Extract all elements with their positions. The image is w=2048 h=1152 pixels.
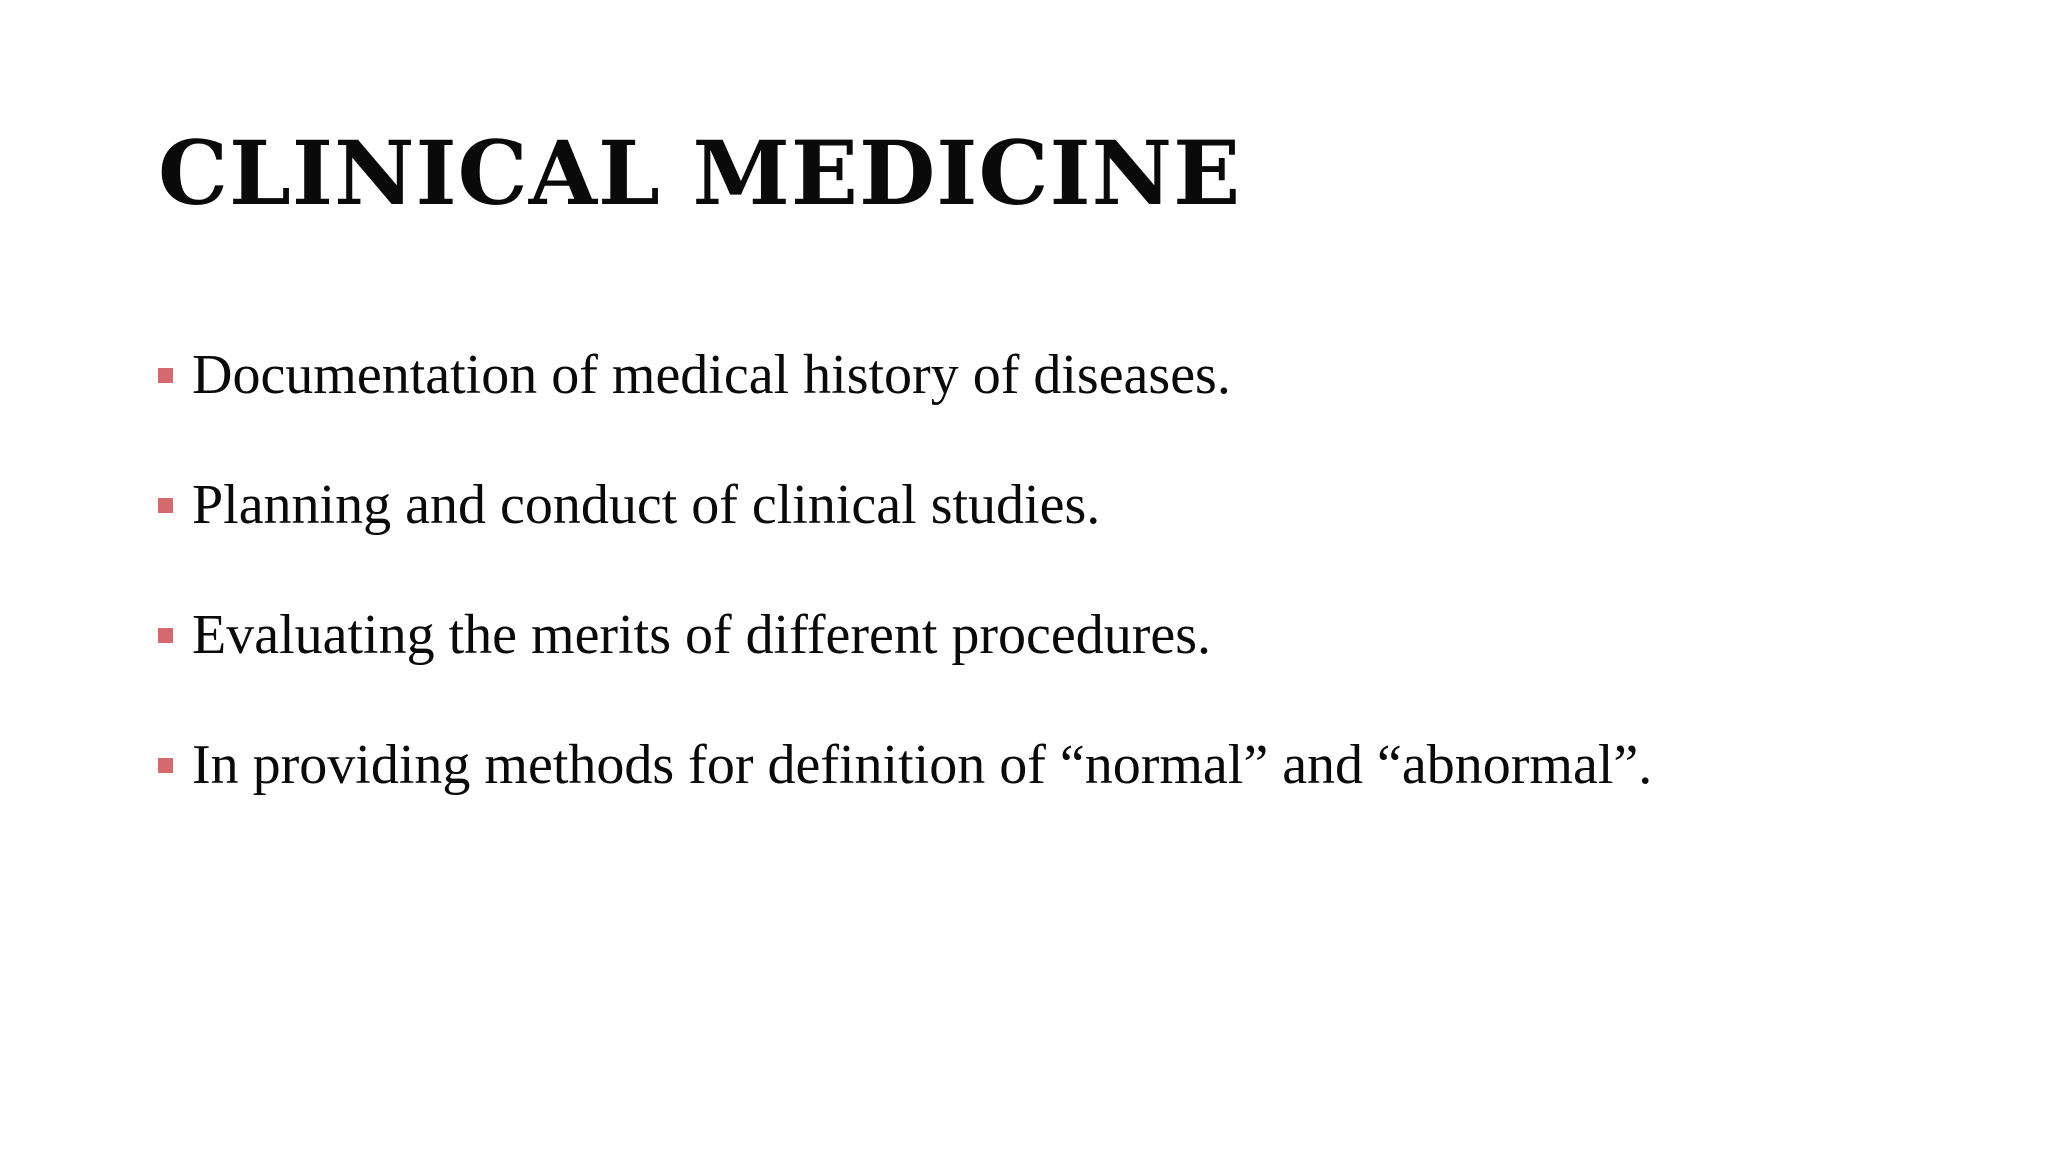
bullet-text: Documentation of medical history of diseases. xyxy=(192,344,1231,406)
bullet-item xyxy=(158,600,1652,730)
bullet-item xyxy=(158,340,1652,470)
bullet-item xyxy=(158,730,1652,860)
bullet-item xyxy=(158,470,1652,600)
square-bullet-icon xyxy=(158,498,173,513)
slide-title: CLINICAL MEDICINE xyxy=(158,121,1242,225)
bullet-text: Evaluating the merits of different procedures. xyxy=(192,604,1212,666)
bullet-text: Planning and conduct of clinical studies. xyxy=(192,474,1101,536)
bullet-list xyxy=(158,340,1652,860)
bullet-text: In providing methods for definition of “normal” and “abnormal”. xyxy=(192,734,1653,796)
square-bullet-icon xyxy=(158,628,173,643)
square-bullet-icon xyxy=(158,368,173,383)
square-bullet-icon xyxy=(158,758,173,773)
